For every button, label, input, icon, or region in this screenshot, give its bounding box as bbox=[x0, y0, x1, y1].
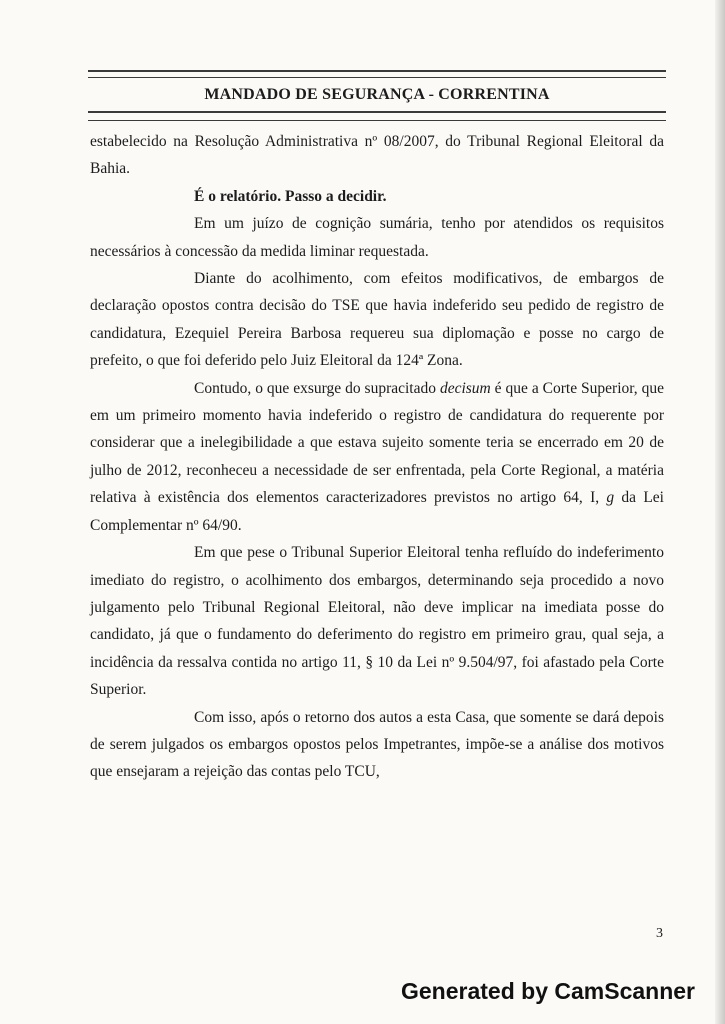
paragraph-contudo bbox=[90, 375, 664, 539]
document-header-title: MANDADO DE SEGURANÇA - CORRENTINA bbox=[204, 86, 550, 103]
page-edge-shadow bbox=[715, 0, 725, 1024]
header-rule-top bbox=[88, 70, 666, 72]
paragraph-continuation: estabelecido na Resolução Administrativa nº 08/2007, do Tribunal Regional Eleitoral da Bahia. bbox=[90, 133, 664, 178]
document-body bbox=[90, 128, 664, 786]
paragraph-acolhimento: Diante do acolhimento, com efeitos modificativos, de embargos de declaração opostos contra decisão do TSE que havia indeferido seu pedido de registro de candidatura, Ezequiel Pereira Barbosa requereu sua diplomação e posse no cargo de prefeito, o que foi deferido pelo Juiz Eleitoral da 124ª Zona. bbox=[90, 270, 664, 370]
paragraph-em-que-pese: Em que pese o Tribunal Superior Eleitoral tenha refluído do indeferimento imediato do registro, o acolhimento dos embargos, determinando seja procedido a novo julgamento pelo Tribunal Regional Eleitoral, não deve implicar na imediata posse do candidato, já que o fundamento do deferimento do registro em primeiro grau, qual seja, a incidência da ressalva contida no artigo 11, § 10 da Lei nº 9.504/97, foi afastado pela Corte Superior. bbox=[90, 544, 664, 699]
paragraph-com-isso: Com isso, após o retorno dos autos a esta Casa, que somente se dará depois de serem julgados os embargos opostos pelos Impetrantes, impõe-se a análise dos motivos que ensejaram a rejeição das contas pelo TCU, bbox=[90, 708, 664, 781]
header-rule-bottom bbox=[88, 111, 666, 113]
paragraph-cognicao: Em um juízo de cognição sumária, tenho por atendidos os requisitos necessários à concessão da medida liminar requestada. bbox=[90, 215, 664, 260]
report-heading: É o relatório. Passo a decidir. bbox=[194, 187, 387, 205]
header-rule-bottom-thin bbox=[88, 120, 666, 121]
paragraph-contudo-part-a: Contudo, o que exsurge do supracitado bbox=[194, 379, 440, 397]
camscanner-watermark: Generated by CamScanner bbox=[400, 978, 695, 1004]
paragraph-contudo-alinea: g bbox=[606, 489, 615, 507]
paragraph-contudo-part-c: da Lei Complementar nº 64/90. bbox=[90, 489, 664, 534]
page-number: 3 bbox=[656, 926, 663, 941]
header-rule-top-thin bbox=[88, 77, 666, 78]
paragraph-contudo-part-b: é que a Corte Superior, que em um primeiro momento havia indeferido o registro de candidatura do requerente por considerar que a inelegibilidade a que estava sujeito somente teria se encerrado em 20 de julho de 2012, reconheceu a necessidade de ser enfrentada, pela Corte Regional, a matéria relativa à existência dos elementos caracterizadores previstos no artigo 64, I, bbox=[90, 379, 664, 507]
paragraph-contudo-decisum: decisum bbox=[439, 379, 491, 397]
